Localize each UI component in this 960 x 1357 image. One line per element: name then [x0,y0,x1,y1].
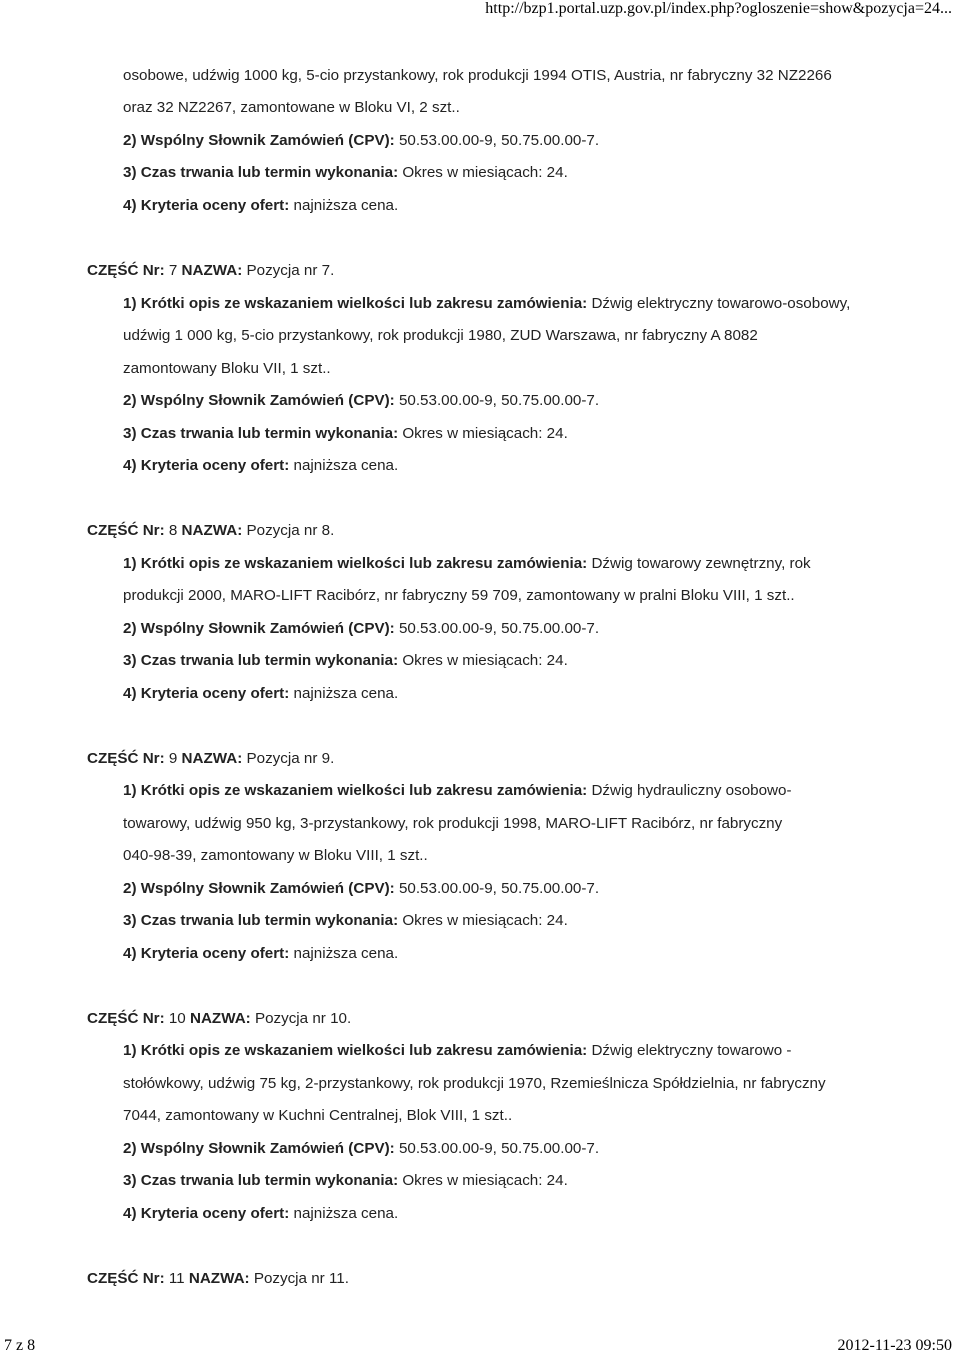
part-9-desc-2: towarowy, udźwig 950 kg, 3-przystankowy, rok produkcji 1998, MARO-LIFT Racibórz, nr fabryczny [123,815,783,832]
page-number: 7 z 8 [4,1337,36,1354]
part-7-criteria: 4) Kryteria oceny ofert: najniższa cena. [123,457,399,474]
part-8-desc-2: produkcji 2000, MARO-LIFT Racibórz, nr fabryczny 59 709, zamontowany w pralni Bloku VIII, 1 szt.. [123,587,795,604]
part-9-criteria: 4) Kryteria oceny ofert: najniższa cena. [123,945,399,962]
intro-cpv: 2) Wspólny Słownik Zamówień (CPV): 50.53.00.00-9, 50.75.00.00-7. [123,132,600,149]
part-10-time: 3) Czas trwania lub termin wykonania: Okres w miesiącach: 24. [123,1172,568,1189]
intro-time: 3) Czas trwania lub termin wykonania: Okres w miesiącach: 24. [123,164,568,181]
part-8-criteria: 4) Kryteria oceny ofert: najniższa cena. [123,685,399,702]
part-heading-10: CZĘŚĆ Nr: 10 NAZWA: Pozycja nr 10. [87,1010,352,1027]
part-7-time: 3) Czas trwania lub termin wykonania: Okres w miesiącach: 24. [123,425,568,442]
part-10-criteria: 4) Kryteria oceny ofert: najniższa cena. [123,1205,399,1222]
part-7-desc-3: zamontowany Bloku VII, 1 szt.. [123,360,331,377]
part-9-desc-1: 1) Krótki opis ze wskazaniem wielkości lub zakresu zamówienia: Dźwig hydrauliczny osobowo- [123,782,792,799]
part-7-desc-1: 1) Krótki opis ze wskazaniem wielkości lub zakresu zamówienia: Dźwig elektryczny towarowo-osobowy, [123,295,851,312]
part-9-cpv: 2) Wspólny Słownik Zamówień (CPV): 50.53.00.00-9, 50.75.00.00-7. [123,880,600,897]
intro-criteria: 4) Kryteria oceny ofert: najniższa cena. [123,197,399,214]
part-10-desc-2: stołówkowy, udźwig 75 kg, 2-przystankowy, rok produkcji 1970, Rzemieślnicza Spółdzielnia, nr fabryczny [123,1075,826,1092]
part-7-desc-2: udźwig 1 000 kg, 5-cio przystankowy, rok produkcji 1980, ZUD Warszawa, nr fabryczny A 8082 [123,327,758,344]
part-9-desc-3: 040-98-39, zamontowany w Bloku VIII, 1 szt.. [123,847,428,864]
part-8-time: 3) Czas trwania lub termin wykonania: Okres w miesiącach: 24. [123,652,568,669]
part-9-time: 3) Czas trwania lub termin wykonania: Okres w miesiącach: 24. [123,912,568,929]
part-8-cpv: 2) Wspólny Słownik Zamówień (CPV): 50.53.00.00-9, 50.75.00.00-7. [123,620,600,637]
part-heading-8: CZĘŚĆ Nr: 8 NAZWA: Pozycja nr 8. [87,522,335,539]
part-heading-7: CZĘŚĆ Nr: 7 NAZWA: Pozycja nr 7. [87,262,335,279]
part-heading-9: CZĘŚĆ Nr: 9 NAZWA: Pozycja nr 9. [87,750,335,767]
part-10-cpv: 2) Wspólny Słownik Zamówień (CPV): 50.53.00.00-9, 50.75.00.00-7. [123,1140,600,1157]
part-8-desc-1: 1) Krótki opis ze wskazaniem wielkości lub zakresu zamówienia: Dźwig towarowy zewnętrzny, rok [123,555,811,572]
part-10-desc-3: 7044, zamontowany w Kuchni Centralnej, Blok VIII, 1 szt.. [123,1107,513,1124]
part-7-cpv: 2) Wspólny Słownik Zamówień (CPV): 50.53.00.00-9, 50.75.00.00-7. [123,392,600,409]
part-10-desc-1: 1) Krótki opis ze wskazaniem wielkości lub zakresu zamówienia: Dźwig elektryczny towarowo - [123,1042,792,1059]
page-url-header: http://bzp1.portal.uzp.gov.pl/index.php?ogloszenie=show&pozycja=24... [485,0,952,17]
part-heading-11: CZĘŚĆ Nr: 11 NAZWA: Pozycja nr 11. [87,1270,349,1287]
intro-desc-line-1: osobowe, udźwig 1000 kg, 5-cio przystankowy, rok produkcji 1994 OTIS, Austria, nr fabryczny 32 NZ2266 [123,67,832,84]
intro-desc-line-2: oraz 32 NZ2267, zamontowane w Bloku VI, 2 szt.. [123,99,460,116]
print-timestamp: 2012-11-23 09:50 [837,1337,952,1354]
